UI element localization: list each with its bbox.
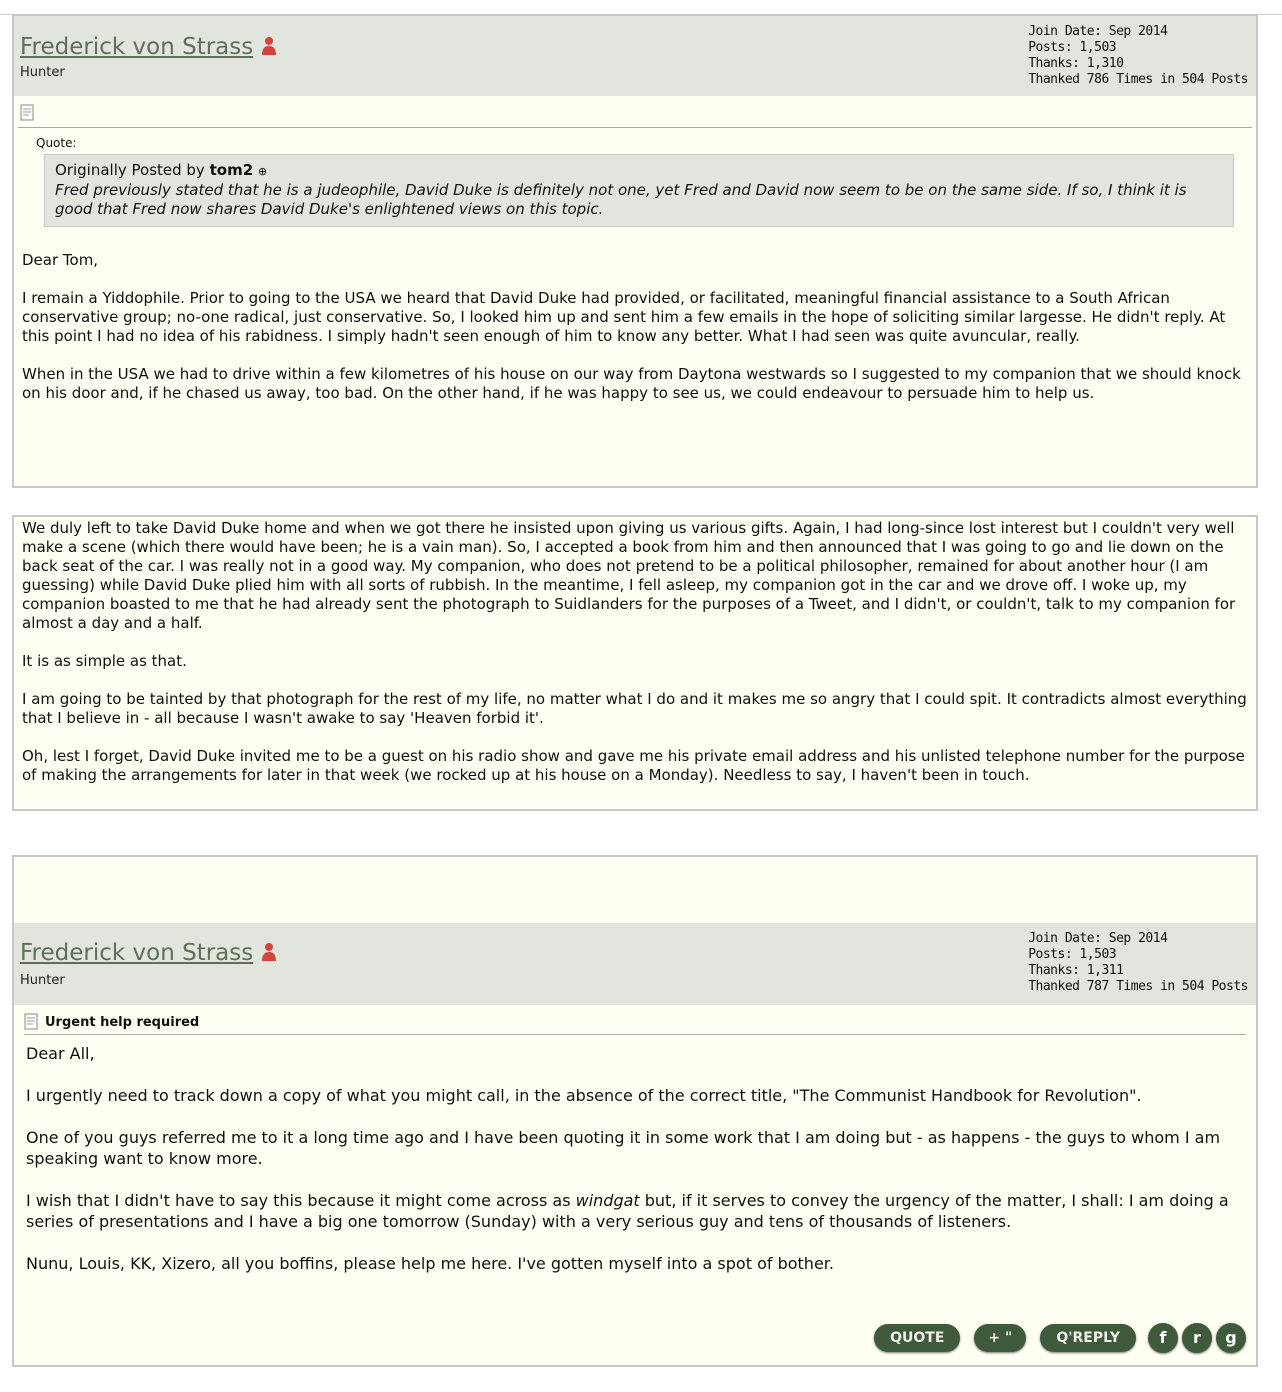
thanked-count: Thanked 786 Times in 504 Posts (1028, 72, 1248, 87)
message-icon (24, 1013, 39, 1030)
post-1-paragraph: Dear Tom, (22, 251, 99, 269)
view-post-icon[interactable]: ⊕ (257, 165, 268, 178)
post-3-paragraph: Nunu, Louis, KK, Xizero, all you boffins, please help me here. I've gotten myself into a spot of bother. (26, 1254, 834, 1273)
quote-button[interactable]: QUOTE (874, 1324, 960, 1352)
post-1-header (14, 16, 1256, 96)
post-1-body (14, 251, 1256, 403)
join-date: Join Date: Sep 2014 (1028, 931, 1168, 946)
post-count: Posts: 1,503 (1028, 40, 1117, 55)
post-3-paragraph: Dear All, (26, 1044, 95, 1063)
post-2-paragraph: We duly left to take David Duke home and when we got there he insisted upon giving us various gifts. Again, I had long-since lost interest but I couldn't very well make a scene (which there would have been; he is a vain man). So, I accepted a book from him and then announced that I was going to go and lie down on the back seat of the car. I was really not in a good way. My companion, who does not pretend to be a political philosopher, remained for about another hour (I am guessing) while David Duke plied him with all sorts of rubbish. In the meantime, I fell asleep, my companion got in the car and we drove off. I woke up, my companion boasted to me that he had already sent the photograph to Suidlanders for the purposes of a Tweet, and I didn't, or couldn't, talk to my companion for almost a day and a half. (22, 519, 1236, 632)
reddit-share-icon[interactable]: r (1182, 1323, 1212, 1353)
post-2-paragraph: I am going to be tainted by that photograph for the rest of my life, no matter what I do and it makes me so angry that I could spit. It contradicts almost everything that I believe in - all because I wasn't awake to say 'Heaven forbid it'. (22, 690, 1247, 727)
post-3-title-row (14, 1005, 1256, 1034)
quote-author[interactable]: tom2 (209, 161, 254, 179)
post-3-user-stats (1028, 931, 1248, 995)
post-3-body (14, 1035, 1256, 1274)
quote-label: Quote: (36, 136, 77, 150)
post-count: Posts: 1,503 (1028, 947, 1117, 962)
post-1 (12, 14, 1258, 488)
post-3-username[interactable]: Frederick von Strass (20, 940, 277, 966)
quote-box (44, 154, 1234, 227)
post-1-user-stats (1028, 24, 1248, 88)
google-share-icon[interactable]: g (1216, 1323, 1246, 1353)
thanks-count: Thanks: 1,310 (1028, 56, 1124, 71)
post-1-user-rank: Hunter (20, 65, 65, 80)
facebook-share-icon[interactable]: f (1148, 1323, 1178, 1353)
post-1-icon-row (14, 96, 1256, 127)
message-icon (20, 104, 35, 121)
post-1-divider (18, 127, 1252, 128)
post-2-body (14, 517, 1256, 785)
post-3-paragraph: I wish that I didn't have to say this because it might come across as windgat but, if it serves to convey the urgency of the matter, I shall: I am doing a series of presentations and I have a big one tomorrow (Sunday) with a very serious guy and tens of thousands of listeners. (26, 1191, 1229, 1231)
post-3-header (14, 923, 1256, 1005)
post-3-paragraph: One of you guys referred me to it a long time ago and I have been quoting it in some work that I am doing but - as happens - the guys to whom I am speaking want to know more. (26, 1128, 1221, 1168)
quote-attribution: Originally Posted by tom2 ⊕ (55, 161, 268, 179)
post-3-user-rank: Hunter (20, 973, 65, 988)
thanked-count: Thanked 787 Times in 504 Posts (1028, 979, 1248, 994)
multi-quote-button[interactable]: + " (974, 1324, 1026, 1352)
post-3-paragraph: I urgently need to track down a copy of what you might call, in the absence of the correct title, "The Communist Handbook for Revolution". (26, 1086, 1142, 1105)
post-2 (12, 515, 1258, 811)
post-1-username[interactable]: Frederick von Strass (20, 34, 277, 60)
post-1-paragraph: I remain a Yiddophile. Prior to going to the USA we heard that David Duke had provided, or facilitated, meaningful financial assistance to a South African conservative group; no-one radical, just conservative. So, I looked him up and sent him a few emails in the hope of soliciting similar largesse. He didn't reply. At this point I had no idea of his rabidness. I simply hadn't seen enough of him to know any better. What I had seen was quite avuncular, really. (22, 289, 1226, 345)
post-title: Urgent help required (45, 1015, 200, 1030)
user-offline-icon (261, 942, 277, 962)
post-2-paragraph: Oh, lest I forget, David Duke invited me to be a guest on his radio show and gave me his private email address and his unlisted telephone number for the purpose of making the arrangements for later in that week (we rocked up at his house on a Monday). Needless to say, I haven't been in touch. (22, 747, 1245, 784)
join-date: Join Date: Sep 2014 (1028, 24, 1168, 39)
user-offline-icon (261, 36, 277, 56)
quick-reply-button[interactable]: Q'REPLY (1040, 1324, 1136, 1352)
post-2-paragraph: It is as simple as that. (22, 652, 187, 670)
post-1-paragraph: When in the USA we had to drive within a few kilometres of his house on our way from Daytona westwards so I suggested to my companion that we should knock on his door and, if he chased us away, too bad. On the other hand, if he was happy to see us, we could endeavour to persuade him to help us. (22, 365, 1241, 402)
post-3-actions (860, 1323, 1246, 1353)
quote-text: Fred previously stated that he is a judeophile, David Duke is definitely not one, yet Fred and David now seem to be on the same side. If so, I think it is good that Fred now shares David Duke's enlightened views on this topic. (55, 181, 1187, 218)
thanks-count: Thanks: 1,311 (1028, 963, 1124, 978)
post-3 (12, 855, 1258, 1367)
